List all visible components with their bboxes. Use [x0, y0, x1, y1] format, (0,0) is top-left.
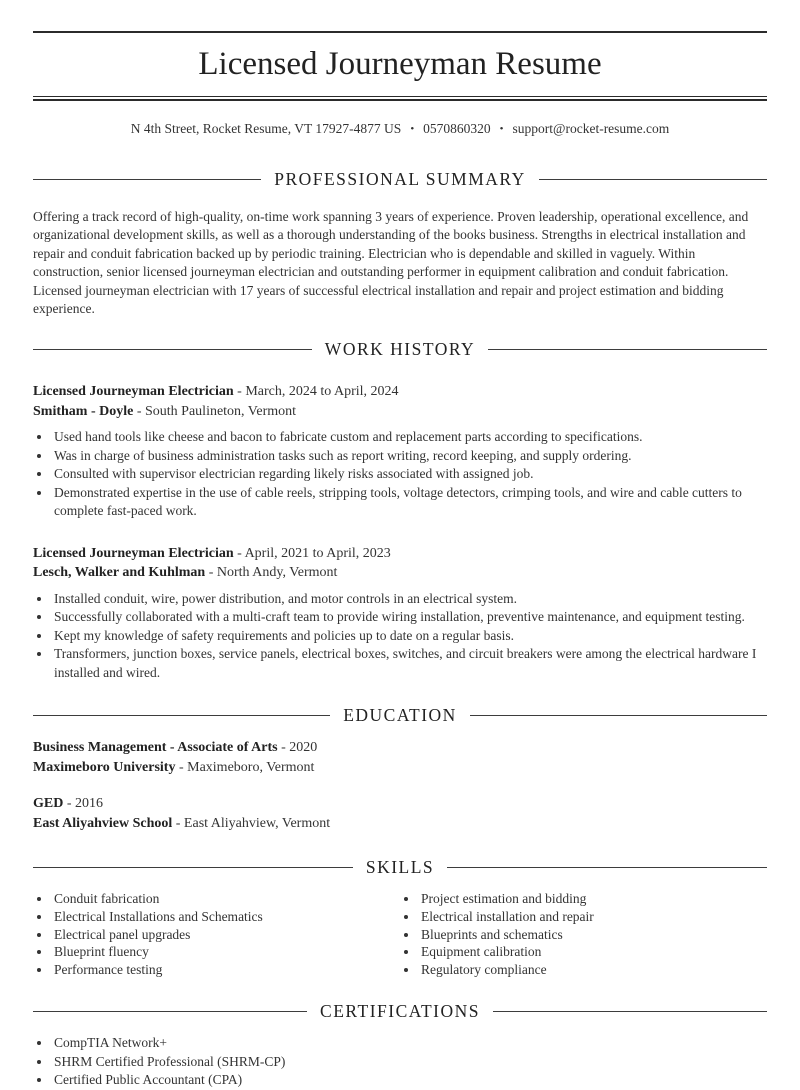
dash-separator: - — [66, 796, 72, 812]
job-bullet-item: • Demonstrated expertise in the use of cable reels, stripping tools, voltage detectors, crimping tools, and wire and cable cutters to complete fast-paced work. — [52, 484, 767, 521]
contact-address: N 4th Street, Rocket Resume, VT 17927-4877 US — [130, 120, 402, 136]
job-bullet-item: • Was in charge of business administration tasks such as report writing, record keeping, and supply ordering. — [52, 447, 767, 466]
section-heading-certifications — [33, 1001, 767, 1022]
job-title-line — [33, 382, 767, 402]
skills-column-right — [400, 890, 767, 979]
skills-columns — [33, 890, 767, 979]
dash-separator: - — [136, 403, 142, 419]
education-year: 2016 — [75, 796, 104, 812]
job-bullet-list — [33, 428, 767, 521]
skill-item: • Performance testing — [52, 961, 400, 979]
contact-line — [33, 121, 767, 137]
skill-item: • Electrical installation and repair — [419, 908, 767, 926]
job-title: Licensed Journeyman Electrician — [33, 545, 234, 561]
skills-heading-label: SKILLS — [365, 857, 435, 878]
job-bullet-item: • Installed conduit, wire, power distribution, and motor controls in an electrical system. — [52, 590, 767, 609]
skills-column-left — [33, 890, 400, 979]
education-entry — [33, 794, 767, 833]
page-title: Licensed Journeyman Resume — [198, 46, 602, 82]
job-dates: March, 2024 to April, 2024 — [245, 384, 399, 400]
education-heading-label: EDUCATION — [343, 705, 457, 726]
header-double-rule — [33, 96, 767, 101]
job-entry — [33, 382, 767, 521]
resume-page — [0, 31, 800, 1090]
education-school: East Aliyahview School — [33, 815, 173, 831]
heading-rule-right — [539, 179, 767, 180]
dash-separator: - — [281, 740, 286, 756]
skill-item: • Electrical Installations and Schematics — [52, 908, 400, 926]
dash-separator: - — [237, 384, 242, 400]
job-location: South Paulineton, Vermont — [145, 403, 297, 419]
job-company-line — [33, 402, 767, 422]
education-school-line — [33, 814, 767, 834]
job-bullet-item: • Transformers, junction boxes, service panels, electrical boxes, switches, and circuit breakers were among the electrical hardware I installed and wired. — [52, 645, 767, 682]
education-degree-line — [33, 738, 767, 758]
summary-paragraph: Offering a track record of high-quality, on-time work spanning 3 years of experience. Proven leadership, operational excellence, and organizational development skills, as well as a thorough understanding of the books business. Strengths in electrical installation and repair and conduit fabrication backed up by periodic training. Electrician who is dependable and skilled in vaguely. Within construction, senior licensed journeyman electrician and outstanding performer in equipment calibration and conduit fabrication. Licensed journeyman electrician with 17 years of successful electrical installation and repair and project estimation and bidding experience. — [33, 208, 749, 316]
dash-separator: - — [237, 545, 242, 561]
skill-item: • Conduit fabrication — [52, 890, 400, 908]
job-title-line — [33, 544, 767, 564]
contact-phone: 0570860320 — [423, 120, 491, 136]
summary-heading-label: PROFESSIONAL SUMMARY — [274, 168, 526, 189]
job-bullet-item: • Consulted with supervisor electrician regarding likely risks associated with assigned job. — [52, 465, 767, 484]
education-location: East Aliyahview, Vermont — [183, 815, 331, 831]
education-location: Maximeboro, Vermont — [187, 759, 315, 775]
job-location: North Andy, Vermont — [216, 565, 338, 581]
heading-rule-left — [33, 179, 261, 180]
contact-separator-dot: • — [410, 122, 415, 135]
certification-item: • SHRM Certified Professional (SHRM-CP) — [52, 1053, 767, 1072]
skill-item: • Blueprints and schematics — [419, 926, 767, 944]
heading-rule-right — [493, 1011, 767, 1012]
heading-rule-left — [33, 715, 330, 716]
heading-rule-left — [33, 349, 312, 350]
section-heading-education — [33, 705, 767, 726]
contact-email: support@rocket-resume.com — [512, 120, 670, 136]
job-entry — [33, 544, 767, 683]
dash-separator: - — [175, 815, 181, 831]
skill-item: • Electrical panel upgrades — [52, 926, 400, 944]
dash-separator: - — [208, 565, 214, 581]
education-degree-line — [33, 794, 767, 814]
education-entry — [33, 738, 767, 777]
education-school-line — [33, 758, 767, 778]
section-heading-work-history — [33, 339, 767, 360]
job-dates: April, 2021 to April, 2023 — [244, 545, 391, 561]
job-company-line — [33, 563, 767, 583]
header-top-rule — [33, 31, 767, 33]
job-bullet-item: • Used hand tools like cheese and bacon to fabricate custom and replacement parts according to specifications. — [52, 428, 767, 447]
job-bullet-item: • Kept my knowledge of safety requirements and policies up to date on a regular basis. — [52, 627, 767, 646]
heading-rule-right — [488, 349, 767, 350]
work-history-heading-label: WORK HISTORY — [324, 339, 476, 360]
dash-separator: - — [178, 759, 184, 775]
education-degree: GED — [33, 796, 64, 812]
section-heading-skills — [33, 857, 767, 878]
certification-item: • CompTIA Network+ — [52, 1034, 767, 1053]
contact-separator-dot: • — [499, 122, 504, 135]
job-bullet-item: • Successfully collaborated with a multi-craft team to provide wiring installation, preventive maintenance, and equipment testing. — [52, 608, 767, 627]
certifications-list — [33, 1034, 767, 1090]
heading-rule-left — [33, 1011, 307, 1012]
certifications-heading-label: CERTIFICATIONS — [320, 1000, 480, 1021]
heading-rule-left — [33, 867, 353, 868]
skill-item: • Blueprint fluency — [52, 943, 400, 961]
section-heading-summary — [33, 169, 767, 190]
education-degree: Business Management - Associate of Arts — [33, 740, 278, 756]
skill-item: • Equipment calibration — [419, 943, 767, 961]
heading-rule-right — [447, 867, 767, 868]
education-year: 2020 — [289, 740, 318, 756]
job-company: Lesch, Walker and Kuhlman — [33, 565, 206, 581]
skill-item: • Regulatory compliance — [419, 961, 767, 979]
job-title: Licensed Journeyman Electrician — [33, 384, 234, 400]
skill-item: • Project estimation and bidding — [419, 890, 767, 908]
job-bullet-list — [33, 590, 767, 683]
heading-rule-right — [470, 715, 767, 716]
education-school: Maximeboro University — [33, 759, 176, 775]
job-company: Smitham - Doyle — [33, 403, 134, 419]
certification-item: • Certified Public Accountant (CPA) — [52, 1071, 767, 1090]
